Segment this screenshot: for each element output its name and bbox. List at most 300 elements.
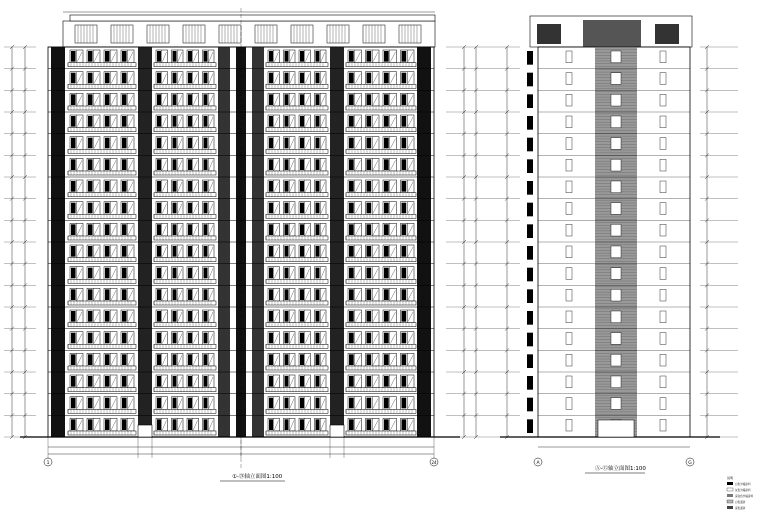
- axis-label-front-right: 24: [431, 460, 437, 465]
- balcony-rail: [346, 388, 416, 392]
- window-dark-pane: [188, 159, 192, 170]
- window-dark-pane: [316, 419, 320, 430]
- side-window-left: [566, 398, 572, 410]
- side-window-center: [611, 159, 621, 171]
- side-window-right: [660, 419, 666, 431]
- window-dark-pane: [402, 419, 407, 430]
- window-dark-pane: [122, 419, 127, 430]
- window-dark-pane: [285, 94, 289, 105]
- window-dark-pane: [285, 311, 289, 322]
- balcony-rail: [68, 214, 136, 218]
- window-dark-pane: [367, 289, 372, 300]
- window-dark-pane: [384, 159, 389, 170]
- window-dark-pane: [157, 354, 161, 365]
- side-window-right: [660, 354, 666, 366]
- window-dark-pane: [384, 181, 389, 192]
- window-dark-pane: [349, 246, 354, 257]
- side-balcony-left: [527, 333, 533, 347]
- window-dark-pane: [88, 419, 93, 430]
- window-dark-pane: [349, 268, 354, 279]
- side-window-right: [660, 224, 666, 236]
- balcony-rail: [154, 323, 216, 327]
- side-window-center: [611, 224, 621, 236]
- window-dark-pane: [105, 246, 110, 257]
- side-window-right: [660, 116, 666, 128]
- window-dark-pane: [204, 181, 208, 192]
- side-window-left: [566, 376, 572, 388]
- window-dark-pane: [71, 203, 76, 214]
- window-dark-pane: [122, 398, 127, 409]
- window-dark-pane: [188, 73, 192, 84]
- window-dark-pane: [71, 116, 76, 127]
- window-dark-pane: [269, 246, 273, 257]
- side-window-center: [611, 138, 621, 150]
- window-dark-pane: [204, 203, 208, 214]
- window-dark-pane: [173, 268, 177, 279]
- balcony-rail: [68, 431, 136, 435]
- side-window-center: [611, 398, 621, 410]
- side-balcony-left: [527, 203, 533, 217]
- window-dark-pane: [384, 419, 389, 430]
- balcony-rail: [154, 63, 216, 67]
- window-dark-pane: [367, 376, 372, 387]
- window-dark-pane: [71, 73, 76, 84]
- window-dark-pane: [157, 268, 161, 279]
- axis-label-side-left: A: [536, 461, 540, 466]
- window-dark-pane: [173, 398, 177, 409]
- window-dark-pane: [122, 289, 127, 300]
- window-dark-pane: [204, 51, 208, 62]
- window-dark-pane: [402, 94, 407, 105]
- side-window-left: [566, 246, 572, 258]
- side-elevation-title: Ⓐ-Ⓖ轴立面图1:100: [595, 466, 646, 472]
- window-dark-pane: [173, 73, 177, 84]
- side-window-left: [566, 311, 572, 323]
- side-window-right: [660, 333, 666, 345]
- window-dark-pane: [157, 159, 161, 170]
- side-window-center: [611, 333, 621, 345]
- window-dark-pane: [349, 289, 354, 300]
- window-dark-pane: [316, 289, 320, 300]
- window-dark-pane: [367, 203, 372, 214]
- balcony-rail: [266, 409, 328, 413]
- window-dark-pane: [204, 419, 208, 430]
- window-dark-pane: [384, 354, 389, 365]
- balcony-rail: [154, 236, 216, 240]
- window-dark-pane: [269, 73, 273, 84]
- window-dark-pane: [300, 268, 304, 279]
- legend-item-1: 白色外墙涂料: [735, 483, 751, 486]
- balcony-rail: [68, 344, 136, 348]
- side-elevation: [485, 16, 738, 447]
- window-dark-pane: [71, 419, 76, 430]
- drawing-labels: [44, 458, 694, 481]
- side-balcony-left: [527, 116, 533, 130]
- window-dark-pane: [173, 246, 177, 257]
- window-dark-pane: [204, 224, 208, 235]
- balcony-rail: [266, 236, 328, 240]
- side-balcony-left: [527, 268, 533, 282]
- window-dark-pane: [402, 73, 407, 84]
- side-window-right: [660, 203, 666, 215]
- window-dark-pane: [349, 203, 354, 214]
- balcony-rail: [346, 106, 416, 110]
- window-dark-pane: [105, 311, 110, 322]
- window-dark-pane: [384, 73, 389, 84]
- legend-item-5: 深色面砖: [735, 507, 746, 510]
- balcony-rail: [346, 409, 416, 413]
- window-dark-pane: [88, 376, 93, 387]
- side-window-right: [660, 159, 666, 171]
- window-dark-pane: [157, 181, 161, 192]
- balcony-rail: [68, 388, 136, 392]
- window-dark-pane: [316, 311, 320, 322]
- axis-label-front-left: 1: [46, 461, 50, 466]
- window-dark-pane: [71, 138, 76, 149]
- balcony-rail: [68, 323, 136, 327]
- window-dark-pane: [349, 116, 354, 127]
- window-dark-pane: [122, 159, 127, 170]
- window-dark-pane: [285, 419, 289, 430]
- side-window-left: [566, 138, 572, 150]
- axis-label-side-right: G: [688, 461, 692, 466]
- window-dark-pane: [402, 51, 407, 62]
- balcony-rail: [68, 149, 136, 153]
- window-dark-pane: [285, 203, 289, 214]
- window-dark-pane: [402, 246, 407, 257]
- window-dark-pane: [300, 419, 304, 430]
- window-dark-pane: [300, 398, 304, 409]
- window-dark-pane: [173, 181, 177, 192]
- side-balcony-left: [527, 224, 533, 238]
- legend-item-2: 灰色外墙涂料: [735, 489, 751, 492]
- side-roof-right-vent: [655, 24, 679, 44]
- window-dark-pane: [402, 181, 407, 192]
- window-dark-pane: [105, 116, 110, 127]
- side-window-right: [660, 376, 666, 388]
- window-dark-pane: [269, 51, 273, 62]
- window-dark-pane: [173, 376, 177, 387]
- window-dark-pane: [88, 73, 93, 84]
- window-dark-pane: [367, 224, 372, 235]
- window-dark-pane: [316, 138, 320, 149]
- side-balcony-left: [527, 94, 533, 108]
- balcony-rail: [154, 171, 216, 175]
- window-dark-pane: [269, 138, 273, 149]
- window-dark-pane: [157, 94, 161, 105]
- window-dark-pane: [285, 73, 289, 84]
- window-dark-pane: [204, 94, 208, 105]
- window-dark-pane: [316, 116, 320, 127]
- window-dark-pane: [188, 333, 192, 344]
- window-dark-pane: [71, 159, 76, 170]
- window-dark-pane: [269, 398, 273, 409]
- window-dark-pane: [122, 203, 127, 214]
- window-dark-pane: [300, 159, 304, 170]
- side-window-right: [660, 268, 666, 280]
- balcony-rail: [68, 128, 136, 132]
- window-dark-pane: [105, 73, 110, 84]
- window-dark-pane: [173, 159, 177, 170]
- window-dark-pane: [384, 203, 389, 214]
- window-dark-pane: [367, 398, 372, 409]
- window-dark-pane: [402, 311, 407, 322]
- window-dark-pane: [316, 268, 320, 279]
- balcony-rail: [68, 171, 136, 175]
- window-dark-pane: [71, 268, 76, 279]
- balcony-rail: [266, 171, 328, 175]
- balcony-rail: [154, 214, 216, 218]
- side-window-right: [660, 181, 666, 193]
- balcony-rail: [346, 63, 416, 67]
- window-dark-pane: [367, 246, 372, 257]
- side-roof-left-vent: [537, 24, 561, 44]
- window-dark-pane: [204, 289, 208, 300]
- window-dark-pane: [105, 398, 110, 409]
- window-dark-pane: [204, 398, 208, 409]
- window-dark-pane: [367, 138, 372, 149]
- window-dark-pane: [122, 116, 127, 127]
- window-dark-pane: [188, 354, 192, 365]
- window-dark-pane: [157, 224, 161, 235]
- side-window-left: [566, 51, 572, 63]
- window-dark-pane: [71, 246, 76, 257]
- window-dark-pane: [384, 116, 389, 127]
- window-dark-pane: [367, 94, 372, 105]
- window-dark-pane: [157, 398, 161, 409]
- window-dark-pane: [367, 268, 372, 279]
- window-dark-pane: [402, 398, 407, 409]
- legend-title: 说明: [727, 476, 734, 480]
- window-dark-pane: [173, 51, 177, 62]
- window-dark-pane: [157, 116, 161, 127]
- window-dark-pane: [384, 398, 389, 409]
- balcony-rail: [346, 344, 416, 348]
- window-dark-pane: [316, 73, 320, 84]
- window-dark-pane: [300, 246, 304, 257]
- front-elevation: [4, 8, 485, 470]
- window-dark-pane: [402, 138, 407, 149]
- window-dark-pane: [204, 246, 208, 257]
- window-dark-pane: [300, 289, 304, 300]
- window-dark-pane: [71, 51, 76, 62]
- window-dark-pane: [88, 354, 93, 365]
- window-dark-pane: [188, 376, 192, 387]
- window-dark-pane: [122, 354, 127, 365]
- window-dark-pane: [300, 376, 304, 387]
- side-window-center: [611, 51, 621, 63]
- side-window-left: [566, 116, 572, 128]
- window-dark-pane: [349, 333, 354, 344]
- window-dark-pane: [173, 203, 177, 214]
- window-dark-pane: [384, 94, 389, 105]
- balcony-rail: [266, 128, 328, 132]
- window-dark-pane: [316, 159, 320, 170]
- window-dark-pane: [402, 116, 407, 127]
- side-window-left: [566, 289, 572, 301]
- window-dark-pane: [204, 138, 208, 149]
- balcony-rail: [68, 366, 136, 370]
- window-dark-pane: [367, 333, 372, 344]
- window-dark-pane: [188, 289, 192, 300]
- front-elevation-title: ①-㉔轴立面图1:100: [232, 474, 283, 480]
- window-dark-pane: [188, 224, 192, 235]
- window-dark-pane: [285, 268, 289, 279]
- window-dark-pane: [316, 224, 320, 235]
- window-dark-pane: [188, 246, 192, 257]
- window-dark-pane: [71, 333, 76, 344]
- window-dark-pane: [269, 311, 273, 322]
- side-window-center: [611, 94, 621, 106]
- window-dark-pane: [269, 354, 273, 365]
- window-dark-pane: [384, 376, 389, 387]
- window-dark-pane: [204, 73, 208, 84]
- balcony-rail: [68, 409, 136, 413]
- window-dark-pane: [157, 333, 161, 344]
- window-dark-pane: [384, 138, 389, 149]
- window-dark-pane: [349, 311, 354, 322]
- window-dark-pane: [204, 116, 208, 127]
- window-dark-pane: [349, 224, 354, 235]
- side-window-center: [611, 376, 621, 388]
- window-dark-pane: [88, 246, 93, 257]
- balcony-rail: [154, 128, 216, 132]
- window-dark-pane: [122, 138, 127, 149]
- window-dark-pane: [88, 398, 93, 409]
- window-dark-pane: [384, 51, 389, 62]
- side-window-left: [566, 224, 572, 236]
- window-dark-pane: [173, 224, 177, 235]
- side-balcony-left: [527, 181, 533, 195]
- legend-item-3: 深灰色外墙涂料: [735, 495, 754, 498]
- window-dark-pane: [349, 181, 354, 192]
- window-dark-pane: [402, 354, 407, 365]
- window-dark-pane: [71, 289, 76, 300]
- window-dark-pane: [188, 268, 192, 279]
- window-dark-pane: [188, 51, 192, 62]
- side-roof-core: [583, 20, 641, 47]
- balcony-rail: [266, 84, 328, 88]
- window-dark-pane: [122, 376, 127, 387]
- window-dark-pane: [269, 159, 273, 170]
- window-dark-pane: [384, 268, 389, 279]
- window-dark-pane: [269, 333, 273, 344]
- window-dark-pane: [402, 203, 407, 214]
- window-dark-pane: [71, 354, 76, 365]
- window-dark-pane: [269, 376, 273, 387]
- window-dark-pane: [269, 94, 273, 105]
- side-window-center: [611, 246, 621, 258]
- window-dark-pane: [300, 203, 304, 214]
- window-dark-pane: [71, 311, 76, 322]
- window-dark-pane: [88, 311, 93, 322]
- window-dark-pane: [204, 354, 208, 365]
- legend-swatch-2: [727, 488, 733, 491]
- window-dark-pane: [285, 181, 289, 192]
- window-dark-pane: [122, 224, 127, 235]
- side-window-center: [611, 289, 621, 301]
- balcony-rail: [154, 409, 216, 413]
- balcony-rail: [154, 149, 216, 153]
- side-balcony-left: [527, 73, 533, 87]
- balcony-rail: [68, 84, 136, 88]
- window-dark-pane: [300, 311, 304, 322]
- window-dark-pane: [173, 289, 177, 300]
- window-dark-pane: [269, 224, 273, 235]
- window-dark-pane: [316, 203, 320, 214]
- window-dark-pane: [105, 333, 110, 344]
- window-dark-pane: [88, 94, 93, 105]
- legend-swatch-5: [727, 506, 733, 509]
- window-dark-pane: [300, 116, 304, 127]
- window-dark-pane: [402, 333, 407, 344]
- window-dark-pane: [402, 268, 407, 279]
- legend-swatch-4: [727, 500, 733, 503]
- balcony-rail: [346, 431, 416, 435]
- side-window-left: [566, 159, 572, 171]
- side-window-right: [660, 311, 666, 323]
- window-dark-pane: [300, 224, 304, 235]
- window-dark-pane: [105, 94, 110, 105]
- side-window-left: [566, 268, 572, 280]
- side-window-right: [660, 94, 666, 106]
- balcony-rail: [346, 236, 416, 240]
- balcony-rail: [154, 344, 216, 348]
- window-dark-pane: [316, 51, 320, 62]
- entrance-right: [330, 425, 344, 437]
- window-dark-pane: [88, 181, 93, 192]
- window-dark-pane: [157, 73, 161, 84]
- window-dark-pane: [157, 289, 161, 300]
- window-dark-pane: [384, 289, 389, 300]
- side-balcony-left: [527, 138, 533, 152]
- balcony-rail: [346, 214, 416, 218]
- window-dark-pane: [316, 333, 320, 344]
- side-window-left: [566, 333, 572, 345]
- window-dark-pane: [402, 224, 407, 235]
- side-window-center: [611, 73, 621, 85]
- balcony-rail: [154, 388, 216, 392]
- window-dark-pane: [71, 398, 76, 409]
- legend-swatch-3: [727, 494, 733, 497]
- balcony-rail: [346, 84, 416, 88]
- window-dark-pane: [367, 116, 372, 127]
- window-dark-pane: [157, 311, 161, 322]
- window-dark-pane: [105, 419, 110, 430]
- window-dark-pane: [402, 289, 407, 300]
- side-window-left: [566, 354, 572, 366]
- window-dark-pane: [285, 354, 289, 365]
- window-dark-pane: [384, 333, 389, 344]
- window-dark-pane: [105, 376, 110, 387]
- balcony-rail: [346, 171, 416, 175]
- window-dark-pane: [367, 73, 372, 84]
- window-dark-pane: [285, 246, 289, 257]
- balcony-rail: [346, 128, 416, 132]
- balcony-rail: [266, 258, 328, 262]
- window-dark-pane: [157, 203, 161, 214]
- window-dark-pane: [188, 419, 192, 430]
- window-dark-pane: [105, 51, 110, 62]
- window-dark-pane: [316, 94, 320, 105]
- balcony-rail: [266, 388, 328, 392]
- balcony-rail: [346, 193, 416, 197]
- window-dark-pane: [188, 398, 192, 409]
- window-dark-pane: [300, 138, 304, 149]
- window-dark-pane: [188, 311, 192, 322]
- balcony-rail: [346, 258, 416, 262]
- window-dark-pane: [349, 376, 354, 387]
